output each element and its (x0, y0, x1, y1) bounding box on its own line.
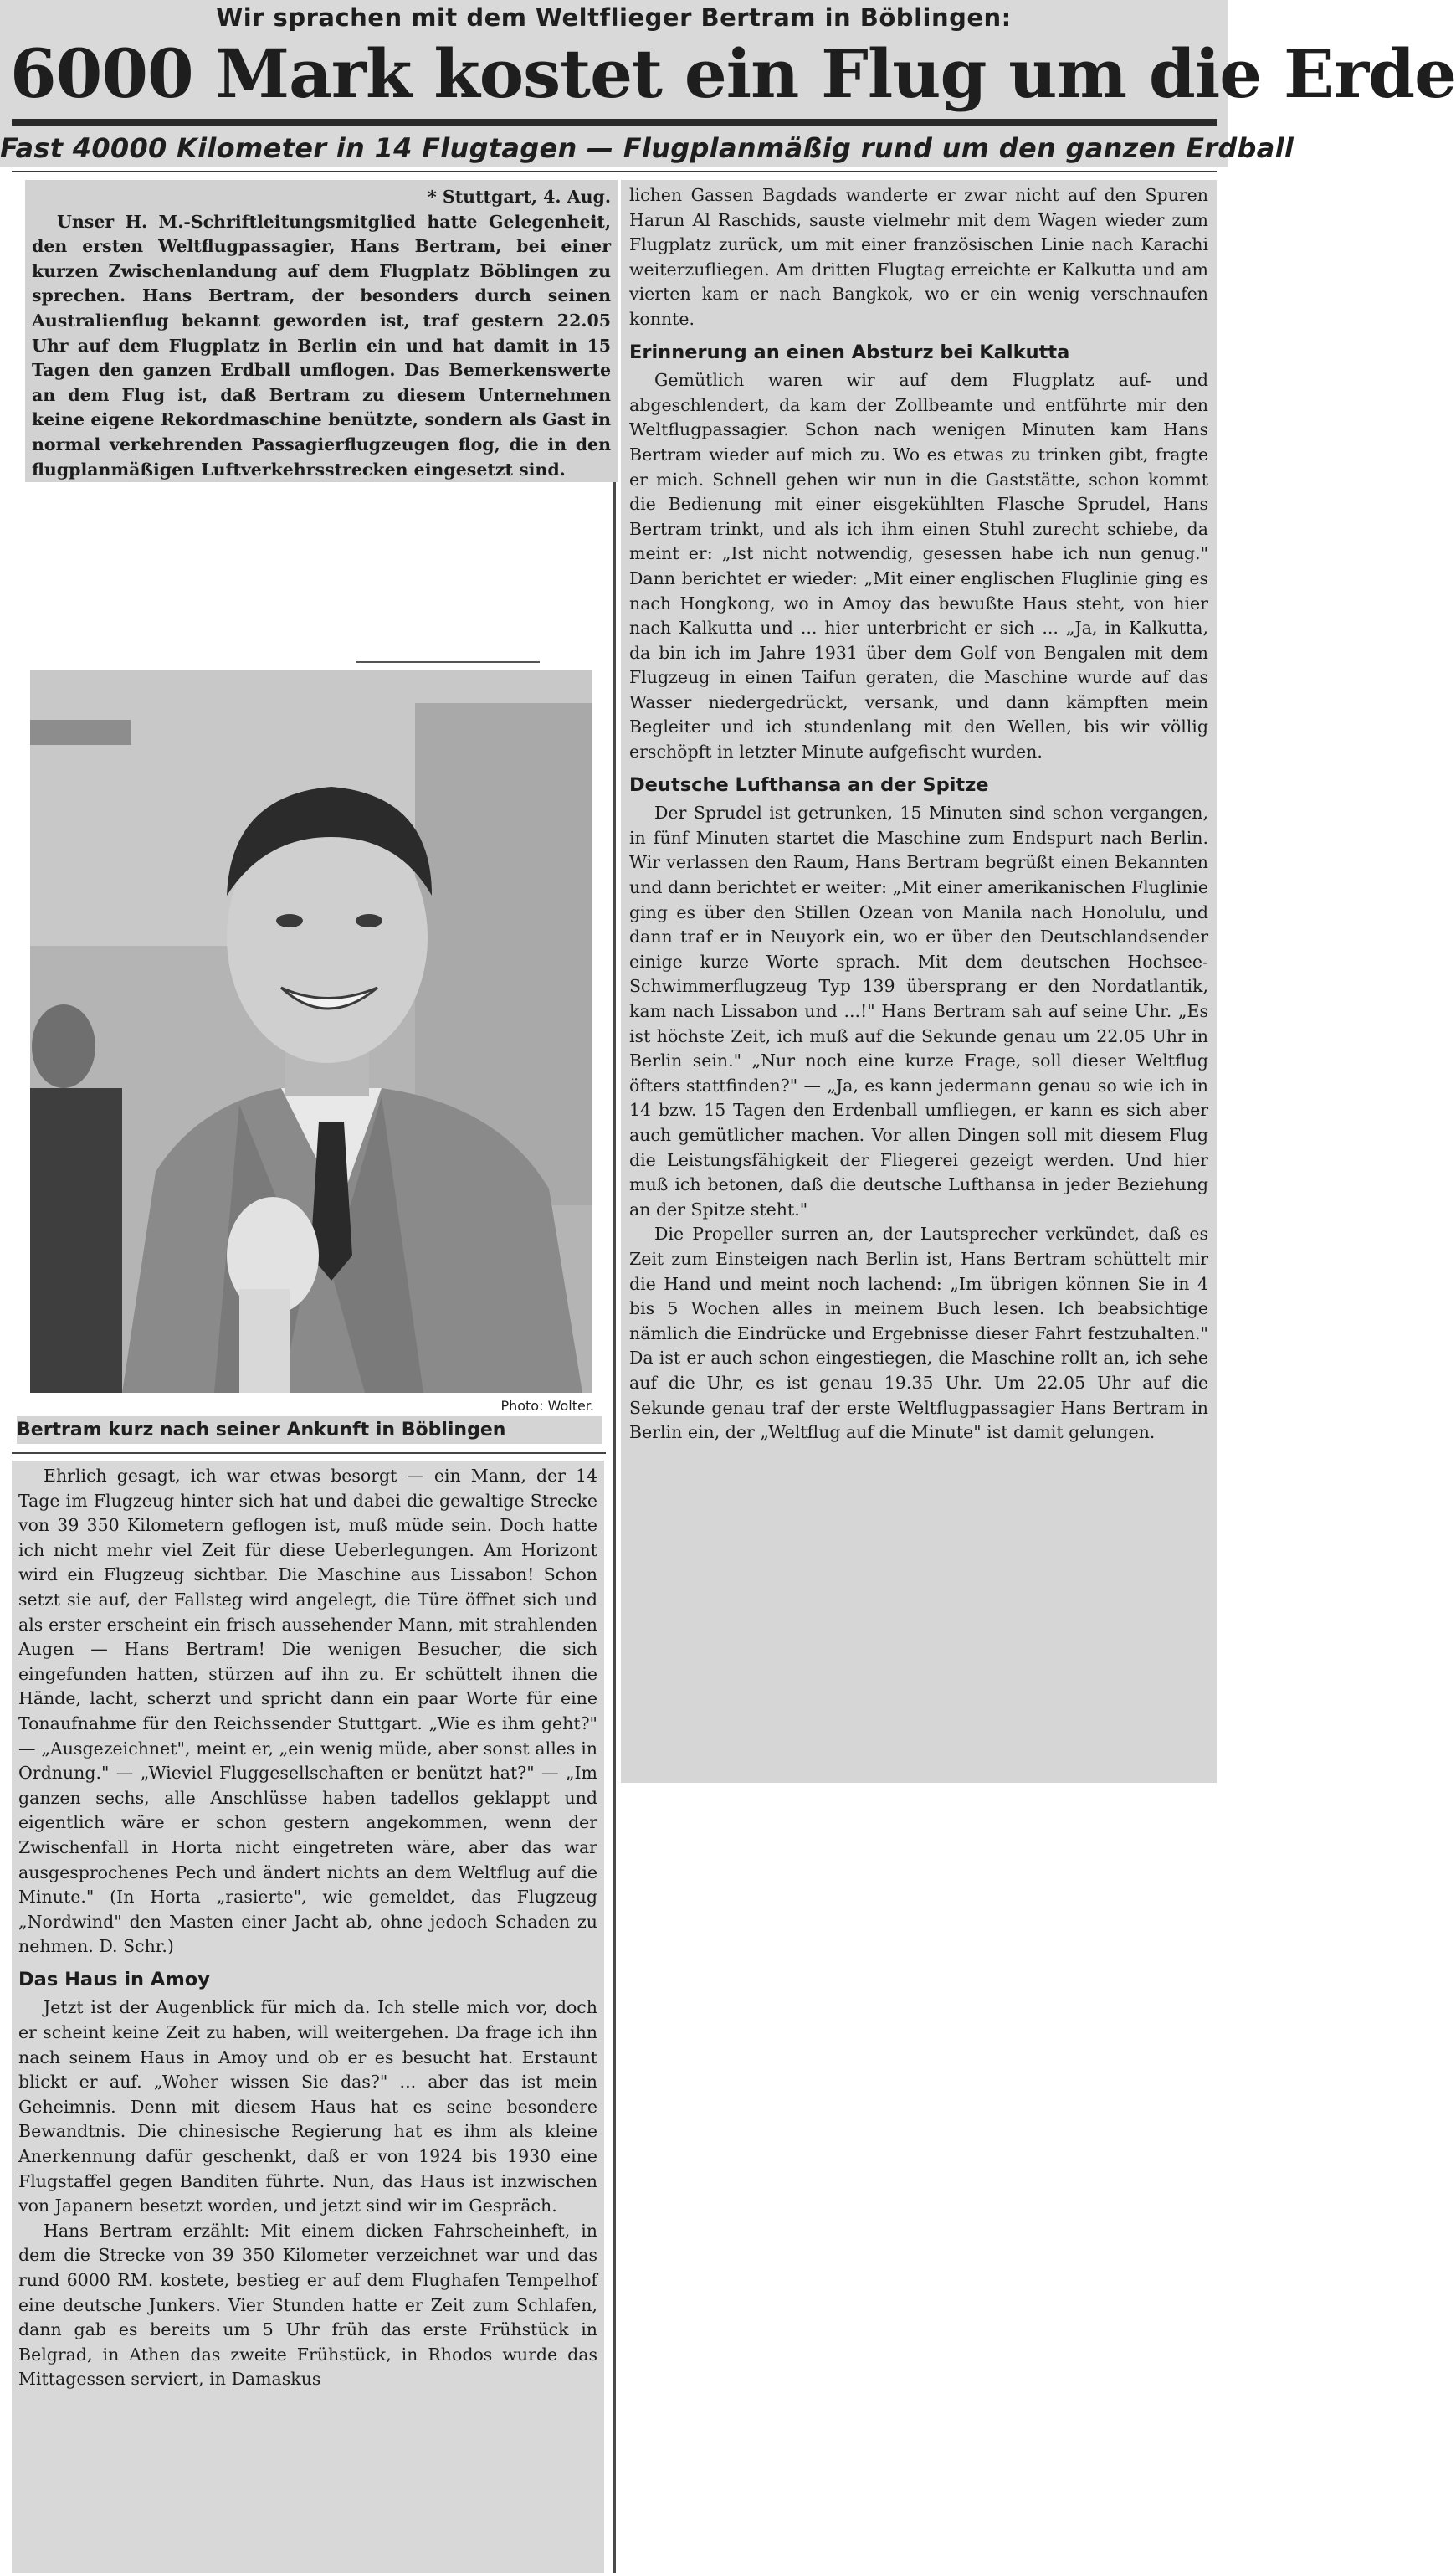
subheadline-rule (12, 171, 1217, 172)
col2-paragraph: Der Sprudel ist getrunken, 15 Minuten sind schon vergangen, in fünf Minuten startet die Maschine zum Endspurt nach Berlin. Wir verlassen den Raum, Hans Bertram begrüßt einen Bekannten und dann berichtet er weiter: „Mit einer amerikanischen Fluglinie ging es über den Stillen Ozean von Manila nach Honolulu, und dann traf er in Neuyork ein, wo er über den Deutschlandsender einige kurze Worte sprach. Mit dem deutschen Hochsee-Schwimmerflugzeug Typ 139 übersprang er den Nordatlantik, kam nach Lissabon und ...!" Hans Bertram sah auf seine Uhr. „Es ist höchste Zeit, ich muß auf die Sekunde genau um 22.05 Uhr in Berlin sein." „Nur noch eine kurze Frage, soll dieser Weltflug öfters stattfinden?" — „Ja, es kann jedermann genau so wie ich in 14 bzw. 15 Tagen den Erdenball umfliegen, er kann es sich aber auch gemütlicher machen. Vor allen Dingen soll mit diesem Flug die Leistungsfähigkeit der Fliegerei gezeigt werden. Und hier muß ich betonen, daß die deutsche Lufthansa in jeder Beziehung an der Spitze steht." (629, 803, 1208, 1220)
dateline: * Stuttgart, 4. Aug. (428, 187, 611, 207)
intro-block (25, 180, 618, 482)
photo-illustration (30, 670, 592, 1393)
intro-paragraph: Unser H. M.-Schriftleitungsmitglied hatte Gelegenheit, den ersten Weltflugpassagier, Hans Bertram, bei einer kurzen Zwischenlandung auf dem Flugplatz Böblingen zu sprechen. Hans Bertram, der besonders durch seinen Australienflug bekannt geworden ist, traf gestern 22.05 Uhr auf dem Flugplatz in Berlin ein und hat damit in 15 Tagen den ganzen Erdball umflogen. Das Bemerkenswerte an dem Flug ist, daß Bertram zu diesem Unternehmen keine eigene Rekordmaschine benützte, sondern als Gast in normal verkehrenden Passagierflugzeugen flog, die in den flugplanmäßigen Luftverkehrsstrecken eingesetzt sind. (32, 211, 611, 480)
section-heading-absturz: Erinnerung an einen Absturz bei Kalkutta (629, 341, 1070, 363)
photo-caption: Bertram kurz nach seiner Ankunft in Böblingen (17, 1416, 602, 1444)
section-heading-lufthansa: Deutsche Lufthansa an der Spitze (629, 773, 989, 796)
headline-rule (12, 119, 1217, 126)
col1-paragraph: Jetzt ist der Augenblick für mich da. Ich stelle mich vor, doch er scheint keine Zeit zu haben, will weitergehen. Da frage ich ihn nach seinem Haus in Amoy und ob er es besucht hat. Erstaunt blickt er auf. „Woher wissen Sie das?" ... aber das ist mein Geheimnis. Denn mit diesem Haus hat es seine besondere Bewandtnis. Die chinesische Regierung hat es ihm als kleine Anerkennung dafür geschenkt, daß er von 1924 bis 1930 eine Flugstaffel gegen Banditen führte. Nun, das Haus ist inzwischen von Japanern besetzt worden, und jetzt sind wir im Gespräch. (18, 1997, 597, 2216)
kicker-line: Wir sprachen mit dem Weltflieger Bertram in Böblingen: (216, 3, 1012, 32)
col2-paragraph: Gemütlich waren wir auf dem Flugplatz auf- und abgeschlendert, da kam der Zollbeamte und entführte mir den Weltflugpassagier. Schon nach wenigen Minuten kam Hans Bertram wieder auf mich zu. Wo es etwas zu trinken gibt, fragte er mich. Schnell gehen wir nun in die Gaststätte, schon kommt die Bedienung mit einer eisgekühlten Flasche Sprudel, Hans Bertram trinkt, und als ich ihm einen Stuhl zurecht schiebe, da meint er: „Ist nicht notwendig, gesessen habe ich nun genug." Dann berichtet er wieder: „Mit einer englischen Fluglinie ging es nach Hongkong, wo in Amoy das bewußte Haus steht, von hier nach Kalkutta und ... hier unterbricht er sich ... „Ja, in Kalkutta, da bin ich im Jahre 1931 über dem Golf von Bengalen mit dem Flugzeug in einen Taifun geraten, die Maschine wurde auf das Wasser niedergedrückt, versank, und dann kämpften mein Begleiter und ich stundenlang mit den Wellen, bis wir völlig erschöpft in letzter Minute aufgefischt wurden. (629, 370, 1208, 763)
column-separator (613, 180, 616, 2573)
subheadline: Fast 40000 Kilometer in 14 Flugtagen — Flugplanmäßig rund um den ganzen Erdball (0, 132, 1295, 164)
column-two-body (621, 180, 1217, 1783)
intro-end-rule (356, 661, 540, 663)
column-one-body (12, 1461, 604, 2573)
col1-paragraph: Ehrlich gesagt, ich war etwas besorgt — ein Mann, der 14 Tage im Flugzeug hinter sich hat und dabei die gewaltige Strecke von 39 350 Kilometern geflogen ist, muß müde sein. Doch hatte ich nicht mehr viel Zeit für diese Ueberlegungen. Am Horizont wird ein Flugzeug sichtbar. Die Maschine aus Lissabon! Schon setzt sie auf, der Fallsteg wird angelegt, die Türe öffnet sich und als erster erscheint ein frisch aussehender Mann, mit strahlenden Augen — Hans Bertram! Die wenigen Besucher, die sich eingefunden hatten, stürzen auf ihn zu. Er schüttelt ihnen die Hände, lacht, scherzt und spricht dann ein paar Worte für eine Tonaufnahme für den Reichssender Stuttgart. „Wie es ihm geht?" — „Ausgezeichnet", meint er, „ein wenig müde, aber sonst alles in Ordnung." — „Wieviel Fluggesellschaften er benützt hat?" — „Im ganzen sechs, alle Anschlüsse haben tadellos geklappt und eigentlich wäre er schon gestern angekommen, wenn der Zwischenfall in Horta nicht eingetreten wäre, aber das war ausgesprochenes Pech und ändert nichts an dem Weltflug auf die Minute." (In Horta „rasierte", wie gemeldet, das Flugzeug „Nordwind" den Masten einer Jacht ab, ohne jedoch Schaden zu nehmen. D. Schr.) (18, 1466, 597, 1957)
col2-paragraph: lichen Gassen Bagdads wanderte er zwar nicht auf den Spuren Harun Al Raschids, sauste vielmehr mit dem Wagen wieder zum Flugplatz zurück, um mit einer französischen Linie nach Karachi weiterzufliegen. Am dritten Flugtag erreichte er Kalkutta und am vierten kam er nach Bangkok, wo er ein wenig verschnaufen konnte. (629, 185, 1208, 329)
caption-rule (12, 1452, 606, 1454)
bertram-photo (30, 670, 592, 1393)
section-heading-amoy: Das Haus in Amoy (18, 1968, 210, 1990)
col1-paragraph: Hans Bertram erzählt: Mit einem dicken Fahrscheinheft, in dem die Strecke von 39 350 Kilometer verzeichnet war und das rund 6000 RM. kostete, bestieg er auf dem Flughafen Tempelhof eine deutsche Junkers. Vier Stunden hatte er Zeit zum Schlafen, dann gab es bereits um 5 Uhr früh das erste Frühstück in Belgrad, in Athen das zweite Frühstück, in Rhodos wurde das Mittagessen serviert, in Damaskus (18, 2220, 597, 2390)
col2-paragraph: Die Propeller surren an, der Lautsprecher verkündet, daß es Zeit zum Einsteigen nach Berlin ist, Hans Bertram schüttelt mir die Hand und meint noch lachend: „Im übrigen können Sie in 4 bis 5 Wochen alles in meinem Buch lesen. Ich beabsichtige nämlich die Eindrücke und Ergebnisse dieser Fahrt festzuhalten." Da ist er auch schon eingestiegen, die Maschine rollt an, ich sehe auf die Uhr, es ist genau 19.35 Uhr. Um 22.05 Uhr auf die Sekunde genau traf der erste Weltflugpassagier Hans Bertram in Berlin ein, der „Weltflug auf die Minute" ist damit gelungen. (629, 1224, 1208, 1443)
photo-credit: Photo: Wolter. (500, 1398, 594, 1414)
headline: 6000 Mark kostet ein Flug um die Erde (10, 34, 1456, 113)
